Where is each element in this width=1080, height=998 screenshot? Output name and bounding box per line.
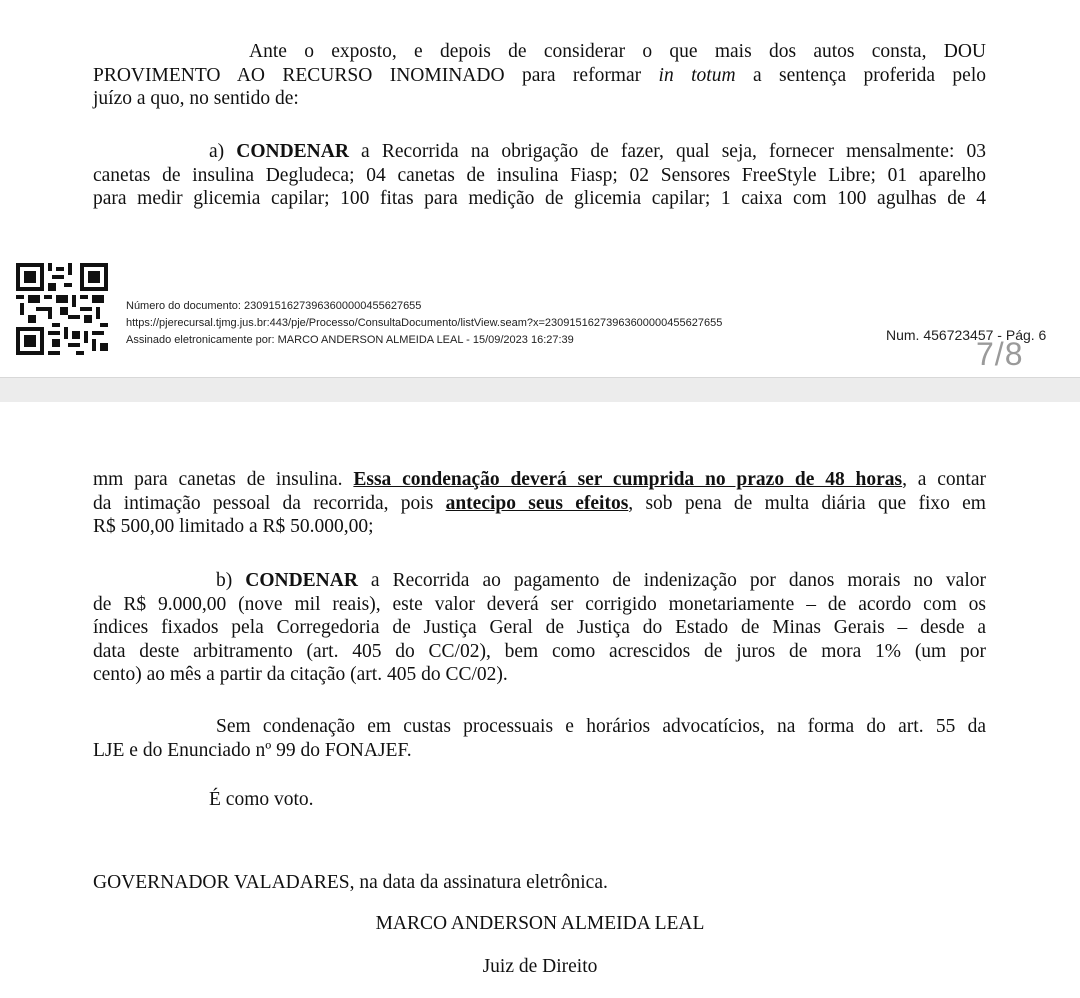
document-page-7 (0, 402, 1080, 998)
text-line: canetas de insulina Degludeca; 04 canetas de insulina Fiasp; 02 Sensores FreeStyle Libre; 01 aparelho (93, 164, 986, 186)
text-line: mm para canetas de insulina. Essa condenação deverá ser cumprida no prazo de 48 horas, a contar (93, 469, 986, 490)
place-and-date: GOVERNADOR VALADARES, na data da assinatura eletrônica. (93, 872, 608, 893)
text-line: PROVIMENTO AO RECURSO INOMINADO para reformar in totum a sentença proferida pelo (93, 64, 986, 86)
paragraph-item-b (93, 569, 986, 687)
judge-name: MARCO ANDERSON ALMEIDA LEAL (375, 913, 705, 934)
bold-term: CONDENAR (245, 570, 358, 591)
text-line: juízo a quo, no sentido de: (93, 88, 299, 109)
qr-code-icon (16, 263, 108, 355)
paragraph-costs (93, 715, 986, 762)
paragraph-item-a (93, 140, 986, 211)
judge-title: Juiz de Direito (482, 956, 598, 977)
text-line: data deste arbitramento (art. 405 do CC/02), bem como acrescidos de juros de mora 1% (um por (93, 640, 986, 662)
signed-by: Assinado eletronicamente por: MARCO ANDERSON ALMEIDA LEAL - 15/09/2023 16:27:39 (126, 334, 574, 346)
document-number: Número do documento: 23091516273963600000455627655 (126, 300, 422, 312)
text-line: da intimação pessoal da recorrida, pois antecipo seus efeitos, sob pena de multa diária que fixo em (93, 492, 986, 514)
signature-metadata (126, 298, 722, 349)
paragraph-item-a-continued (93, 468, 986, 539)
text-line: índices fixados pela Corregedoria de Justiça Geral de Justiça do Estado de Minas Gerais – desde a (93, 617, 986, 638)
text-line: LJE e do Enunciado nº 99 do FONAJEF. (93, 739, 412, 761)
text-line: b) CONDENAR a Recorrida ao pagamento de indenização por danos morais no valor (216, 570, 986, 591)
paragraph-conclusion (93, 40, 986, 111)
page-separator (0, 377, 1080, 403)
page-counter: 7/8 (976, 336, 1024, 372)
italic-term: in totum (658, 64, 736, 86)
bold-underlined-term: Essa condenação deverá ser cumprida no prazo de 48 horas (353, 469, 903, 490)
page-number: Num. 456723457 - Pág. 6 (886, 327, 1047, 343)
text-line: Ante o exposto, e depois de considerar o que mais dos autos consta, DOU (249, 41, 986, 62)
text-line: cento) ao mês a partir da citação (art. 405 do CC/02). (93, 664, 508, 685)
text-line: para medir glicemia capilar; 100 fitas para medição de glicemia capilar; 1 caixa com 100 agulhas de 4 (93, 188, 986, 209)
text-line: de R$ 9.000,00 (nove mil reais), este valor deverá ser corrigido monetariamente – de acordo com os (93, 593, 986, 615)
vote-statement: É como voto. (209, 789, 314, 810)
text-line: R$ 500,00 limitado a R$ 50.000,00; (93, 516, 374, 537)
bold-underlined-term: antecipo seus efeitos (445, 492, 629, 514)
document-url[interactable]: https://pjerecursal.tjmg.jus.br:443/pje/Processo/ConsultaDocumento/listView.seam?x=23091516273963600000455627655 (126, 317, 723, 329)
text-line: Sem condenação em custas processuais e horários advocatícios, na forma do art. 55 da (216, 716, 986, 737)
bold-term: CONDENAR (236, 141, 349, 162)
text-line: a) CONDENAR a Recorrida na obrigação de fazer, qual seja, fornecer mensalmente: 03 (209, 141, 986, 162)
document-page-6 (0, 0, 1080, 377)
